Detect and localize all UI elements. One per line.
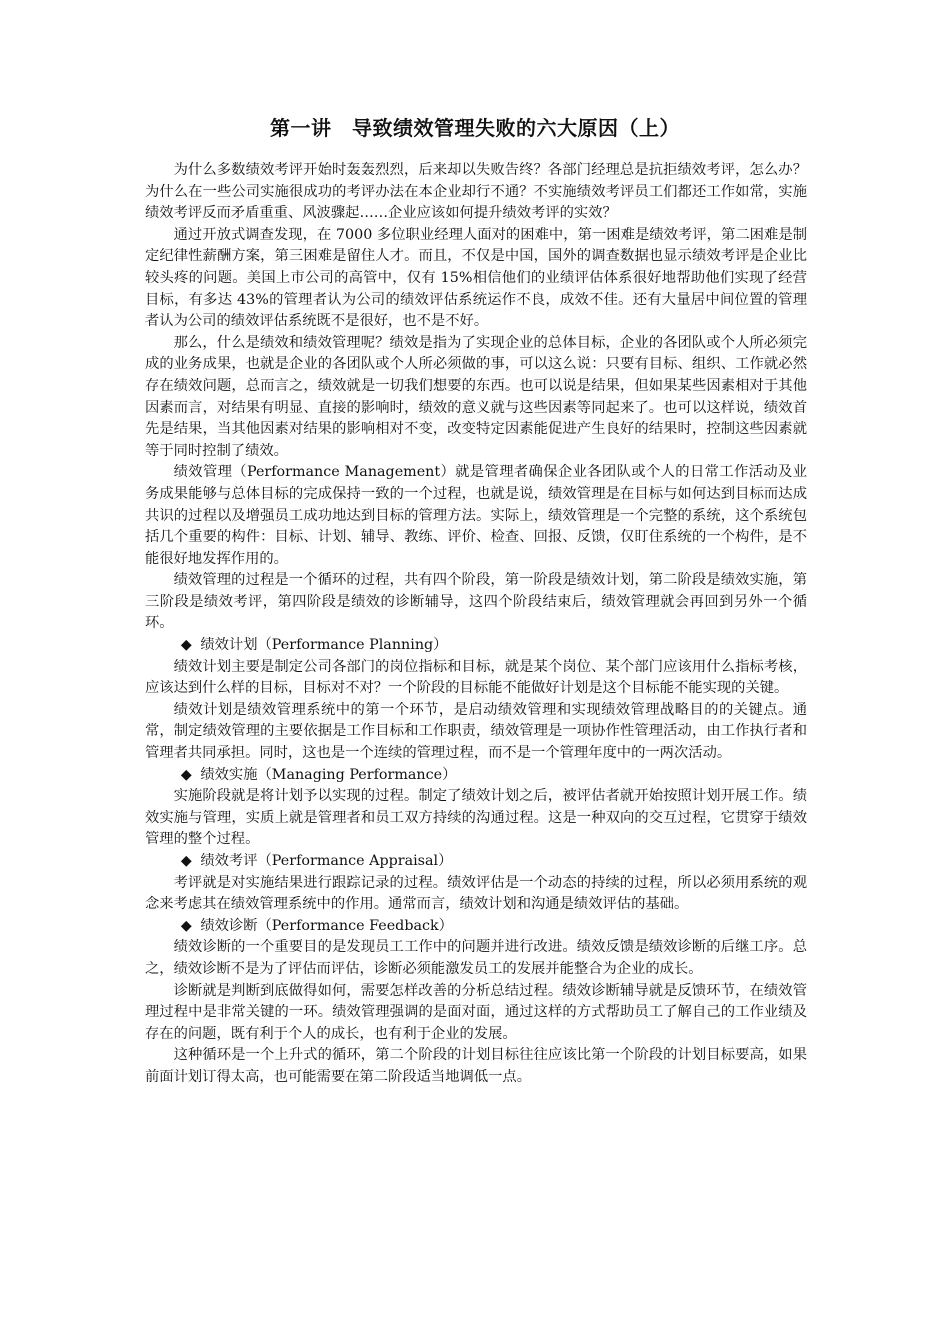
diamond-bullet-icon: ◆ [180, 637, 192, 654]
paragraph-appraisal-1: 考评就是对实施结果进行跟踪记录的过程。绩效评估是一个动态的持续的过程，所以必须用系统的观念来考虑其在绩效管理系统中的作用。通常而言，绩效计划和沟通是绩效评估的基础。 [145, 874, 807, 913]
diamond-bullet-icon: ◆ [180, 766, 192, 783]
section-heading-feedback [145, 916, 807, 938]
paragraph-intro: 为什么多数绩效考评开始时轰轰烈烈，后来却以失败告终？各部门经理总是抗拒绩效考评，怎么办？为什么在一些公司实施很成功的考评办法在本企业却行不通？不实施绩效考评员工们都还工作如常，实施绩效考评反而矛盾重重、风波骤起……企业应该如何提升绩效考评的实效？ [145, 162, 807, 222]
section-heading-text: 绩效计划（Performance Planning） [200, 637, 448, 654]
section-heading-text: 绩效考评（Performance Appraisal） [200, 853, 453, 869]
section-heading-appraisal [145, 851, 807, 873]
lecture-title: 第一讲 导致绩效管理失败的六大原因（上） [270, 116, 680, 140]
section-heading-text: 绩效诊断（Performance Feedback） [200, 917, 453, 934]
diamond-bullet-icon: ◆ [180, 917, 192, 934]
paragraph-feedback-1: 绩效诊断的一个重要目的是发现员工工作中的问题并进行改进。绩效反馈是绩效诊断的后继工序。总之，绩效诊断不是为了评估而评估，诊断必须能激发员工的发展并能整合为企业的成长。 [145, 939, 807, 977]
paragraph-feedback-2: 诊断就是判断到底做得如何，需要怎样改善的分析总结过程。绩效诊断辅导就是反馈环节，在绩效管理过程中是非常关键的一环。绩效管理强调的是面对面，通过这样的方式帮助员工了解自己的工作业绩及存在的问题，既有利于个人的成长，也有利于企业的发展。 [145, 982, 807, 1042]
paragraph-survey: 通过开放式调查发现，在 7000 多位职业经理人面对的困难中，第一困难是绩效考评，第二困难是制定纪律性薪酬方案，第三困难是留住人才。而且，不仅是中国，国外的调查数据也显示绩效考评是企业比较头疼的问题。美国上市公司的高管中，仅有 15%相信他们的业绩评估体系很好地帮助他们实现了经营目标，有多达 43%的管理者认为公司的绩效评估系统运作不良，成效不佳。还有大量居中间位置的管理者认为公司的绩效评估系统既不是很好，也不是不好。 [145, 226, 807, 330]
diamond-bullet-icon: ◆ [180, 853, 192, 869]
paragraph-planning-1: 绩效计划主要是制定公司各部门的岗位指标和目标，就是某个岗位、某个部门应该用什么指标考核，应该达到什么样的目标，目标对不对？一个阶段的目标能不能做好计划是这个目标能不能实现的关键。 [145, 658, 807, 697]
section-heading-planning [145, 635, 807, 657]
paragraph-cycle: 绩效管理的过程是一个循环的过程，共有四个阶段，第一阶段是绩效计划，第二阶段是绩效实施，第三阶段是绩效考评，第四阶段是绩效的诊断辅导，这四个阶段结束后，绩效管理就会再回到另外一个循环。 [145, 572, 807, 632]
section-heading-implementation [145, 765, 807, 787]
document-body [145, 160, 807, 1089]
paragraph-feedback-3: 这种循环是一个上升式的循环，第二个阶段的计划目标往往应该比第一个阶段的计划目标要高，如果前面计划订得太高，也可能需要在第二阶段适当地调低一点。 [145, 1047, 807, 1085]
paragraph-performance-management: 绩效管理（Performance Management）就是管理者确保企业各团队或个人的日常工作活动及业务成果能够与总体目标的完成保持一致的一个过程，也就是说，绩效管理是在目标与如何达到目标而达成共识的过程以及增强员工成功地达到目标的管理方法。实际上，绩效管理是一个完整的系统，这个系统包括几个重要的构件：目标、计划、辅导、教练、评价、检查、回报、反馈，仅盯住系统的一个构件，是不能很好地发挥作用的。 [145, 464, 807, 567]
paragraph-planning-2: 绩效计划是绩效管理系统中的第一个环节，是启动绩效管理和实现绩效管理战略目的的关键点。通常，制定绩效管理的主要依据是工作目标和工作职责，绩效管理是一项协作性管理活动，由工作执行者和管理者共同承担。同时，这也是一个连续的管理过程，而不是一个管理年度中的一两次活动。 [145, 701, 807, 762]
section-heading-text: 绩效实施（Managing Performance） [200, 766, 457, 783]
paragraph-implementation-1: 实施阶段就是将计划予以实现的过程。制定了绩效计划之后，被评估者就开始按照计划开展工作。绩效实施与管理，实质上就是管理者和员工双方持续的沟通过程。这是一种双向的交互过程，它贯穿于绩效管理的整个过程。 [145, 788, 807, 848]
paragraph-definition: 那么，什么是绩效和绩效管理呢？绩效是指为了实现企业的总体目标，企业的各团队或个人所必须完成的业务成果，也就是企业的各团队或个人所必须做的事，可以这么说：只要有目标、组织、工作就必然存在绩效问题，总而言之，绩效就是一切我们想要的东西。也可以说是结果，但如果某些因素相对于其他因素而言，对结果有明显、直接的影响时，绩效的意义就与这些因素等同起来了。也可以这样说，绩效首先是结果，当其他因素对结果的影响相对不变，改变特定因素能促进产生良好的结果时，控制这些因素就等于同时控制了绩效。 [145, 334, 807, 459]
